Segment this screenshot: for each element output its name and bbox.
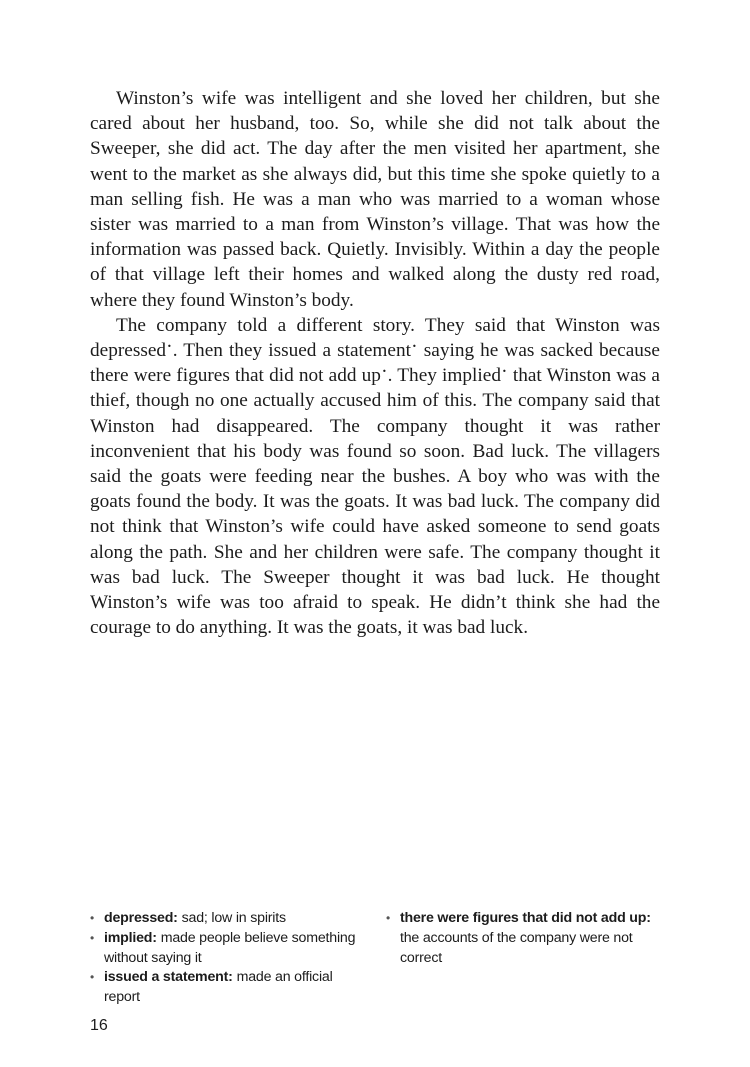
footnote-marker-depressed: • [167,342,172,352]
story-text [90,86,660,640]
paragraph-2-text-5: that Winston was a thief, though no one actually accused him of this. The company said that Winston had disappeared. The company thought it was rather inconvenient that his body was found so soon. Bad luck. The villagers said the goats were feeding near the bushes. A boy who was with the goats found the body. It was the goats. It was bad luck. The company did not think that Winston’s wife could have asked someone to send goats along the path. She and her children were safe. The company thought it was bad luck. The Sweeper thought it was bad luck. He thought Winston’s wife was too afraid to speak. He didn’t think she had the courage to do anything. It was the goats, it was bad luck. [90,365,660,639]
footnote-term: depressed: [104,910,178,926]
paragraph-2-text-2: . Then they issued a statement [172,340,411,362]
paragraph-2 [90,313,660,641]
glossary-footnotes [90,909,670,1011]
page-number: 16 [90,1017,108,1034]
footnote-term: implied: [104,929,157,946]
paragraph-1: Winston’s wife was intelligent and she loved her children, but she cared about her husband, too. So, while she did not talk about the Sweeper, she did act. The day after the men visited her apartment, she went to the market as she always did, but this time she spoke quietly to a man selling fish. He was a man who was married to a woman whose sister was married to a man from Winston’s village. That was how the information was passed back. Quietly. Invisibly. Within a day the people of that village left their homes and walked along the dusty red road, where they found Winston’s body. [90,88,660,311]
footnote-item [90,909,370,929]
bullet-icon: • [90,970,95,985]
footnote-definition: the accounts of the company were not correct [400,929,633,966]
footnote-term: there were figures that did not add up: [400,910,651,926]
paragraph-2-text-1: The company told a different story. They said that Winston was depressed [90,314,660,362]
footnote-item [90,968,370,1008]
paragraph-2-text-3: saying he was sacked because there were figures that did not add up [90,340,660,387]
bullet-icon: • [386,911,391,925]
footnote-marker-figures: • [381,367,387,377]
footnote-marker-issued-statement: • [411,342,417,352]
footnote-definition: sad; low in spirits [181,910,286,926]
footnotes-left-column [90,909,370,1008]
footnote-term: issued a statement: [104,969,233,986]
bullet-icon: • [90,911,95,925]
footnote-item [90,929,370,969]
paragraph-2-text-4: . They implied [387,365,501,387]
footnote-definition: made an official report [104,969,333,1006]
footnote-marker-implied: • [501,367,507,377]
footnote-item [386,909,670,968]
footnote-definition: made people believe something without saying it [104,929,356,966]
footnotes-right-column [386,909,670,968]
bullet-icon: • [90,930,95,945]
